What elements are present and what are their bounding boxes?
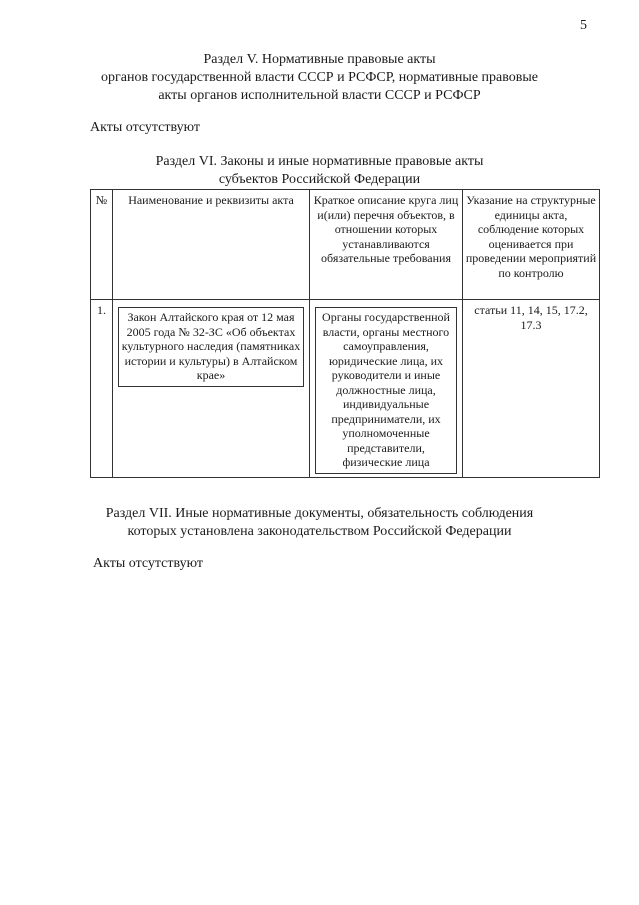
normative-acts-table (90, 189, 600, 478)
section-5-title-line: Раздел V. Нормативные правовые акты (203, 52, 436, 67)
section-5-title (0, 51, 639, 105)
section-6-title-line: Раздел VI. Законы и иные нормативные правовые акты (155, 154, 484, 169)
section-7-note: Акты отсутствуют (93, 556, 204, 571)
cell-units: статьи 11, 14, 15, 17.2, 17.3 (463, 300, 600, 478)
header-number: № (91, 190, 113, 300)
header-persons: Краткое описание круга лиц и(или) перечня объектов, в отношении которых устанавливаются обязательные требования (310, 190, 463, 300)
header-units: Указание на структурные единицы акта, соблюдение которых оценивается при проведении мероприятий по контролю (463, 190, 600, 300)
table-row (91, 300, 600, 478)
cell-name (113, 300, 310, 478)
cell-persons (310, 300, 463, 478)
table-header-row (91, 190, 600, 300)
section-5-title-line: акты органов исполнительной власти СССР и РСФСР (158, 88, 481, 103)
header-name: Наименование и реквизиты акта (113, 190, 310, 300)
page-number: 5 (580, 18, 587, 33)
section-6-title (0, 153, 639, 189)
section-5-title-line: органов государственной власти СССР и РСФСР, нормативные правовые (101, 70, 538, 85)
section-6-title-line: субъектов Российской Федерации (218, 172, 421, 187)
section-7-title (0, 505, 639, 541)
cell-name-box: Закон Алтайского края от 12 мая 2005 года № 32-ЗС «Об объектах культурного наследия (памятниках истории и культуры) в Алтайском крае» (118, 307, 304, 387)
cell-persons-box: Органы государственной власти, органы местного самоуправления, юридические лица, их руководители и иные должностные лица, индивидуальные предприниматели, их уполномоченные представители, физические лица (315, 307, 457, 474)
section-7-title-line: Раздел VII. Иные нормативные документы, обязательность соблюдения (105, 506, 534, 521)
section-7-title-line: которых установлена законодательством Российской Федерации (127, 524, 512, 539)
section-5-note: Акты отсутствуют (90, 120, 201, 135)
cell-number: 1. (91, 300, 113, 478)
